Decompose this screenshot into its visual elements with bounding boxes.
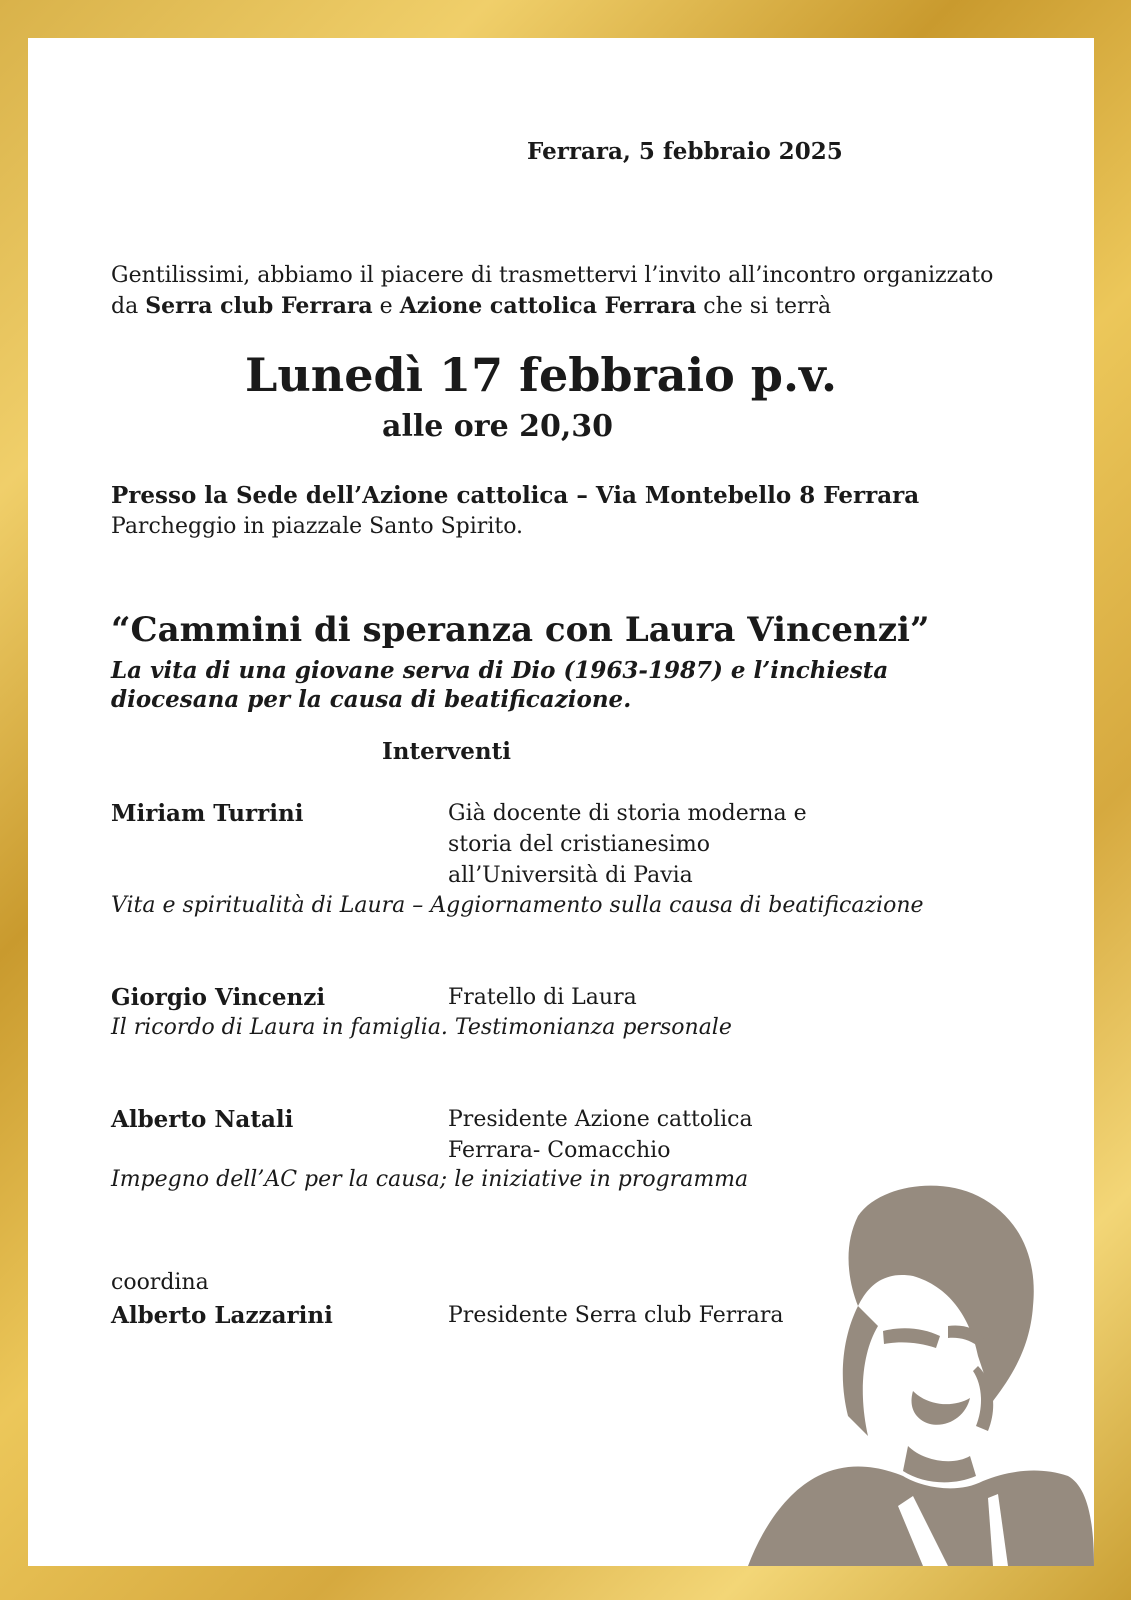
org-azione-cattolica: Azione cattolica Ferrara [399,293,697,319]
event-title: “Cammini di speranza con Laura Vincenzi” [111,610,930,650]
speaker-role-line: Ferrara- Comacchio [448,1138,671,1163]
speaker-role [448,982,637,1013]
intro-line-2 [111,291,993,322]
speaker-role [448,1104,753,1166]
event-time: alle ore 20,30 [382,409,614,444]
org-serra-club: Serra club Ferrara [145,293,373,319]
speaker-role-line: all’Università di Pavia [448,863,693,888]
speaker-name: Alberto Natali [111,1106,294,1133]
laura-portrait-illustration [708,1176,1094,1566]
speaker-role [448,798,807,891]
intro-e: e [372,294,400,319]
subtitle-line-2: diocesana per la causa di beatificazione. [111,686,632,713]
intro-end: che si terrà [696,294,832,319]
coordinator-name: Alberto Lazzarini [111,1302,333,1329]
letter-date: Ferrara, 5 febbraio 2025 [527,138,843,165]
invitation-sheet [28,38,1094,1566]
intro-paragraph [111,260,993,322]
parking-note: Parcheggio in piazzale Santo Spirito. [111,514,524,539]
intro-da: da [111,294,146,319]
intro-line-1: Gentilissimi, abbiamo il piacere di trasmettervi l’invito all’incontro organizzato [111,263,994,288]
coordinator-label: coordina [111,1270,209,1295]
speaker-name: Miriam Turrini [111,800,304,827]
event-day: Lunedì 17 febbraio p.v. [245,348,838,402]
event-subtitle [111,656,888,714]
coordinator-role: Presidente Serra club Ferrara [448,1303,784,1328]
speaker-name: Giorgio Vincenzi [111,984,326,1011]
speaker-role-line: Fratello di Laura [448,985,637,1010]
program-heading: Interventi [382,738,511,765]
speaker-role-line: Già docente di storia moderna e [448,801,807,826]
speaker-topic: Impegno dell’AC per la causa; le iniziative in programma [111,1167,749,1192]
subtitle-line-1: La vita di una giovane serva di Dio (1963-1987) e l’inchiesta [111,657,889,684]
speaker-role-line: Presidente Azione cattolica [448,1107,753,1132]
speaker-topic: Vita e spiritualità di Laura – Aggiornamento sulla causa di beatificazione [111,893,924,918]
speaker-topic: Il ricordo di Laura in famiglia. Testimonianza personale [111,1015,732,1040]
speaker-role-line: storia del cristianesimo [448,832,710,857]
event-venue: Presso la Sede dell’Azione cattolica – Via Montebello 8 Ferrara [111,482,920,509]
